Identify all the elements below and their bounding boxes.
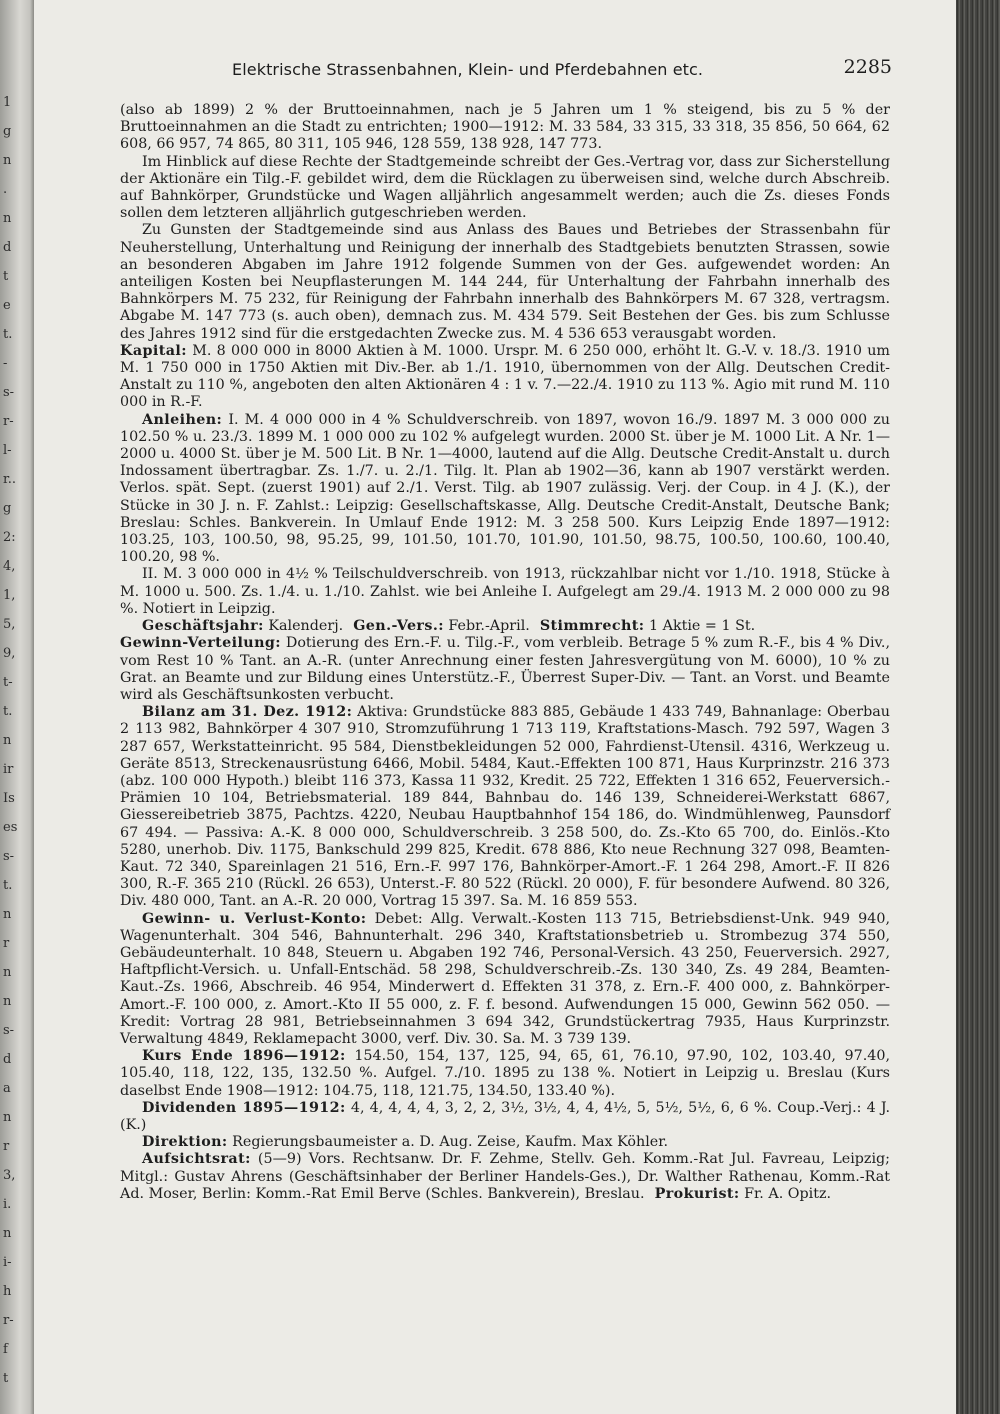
section-label: Gewinn- u. Verlust-Konto: <box>142 910 367 927</box>
margin-fragment: t <box>3 269 9 284</box>
paragraph-concession-fees: (also ab 1899) 2 % der Bruttoeinnahmen, nach je 5 Jahren um 1 % steigend, bis zu 5 % der Bruttoeinnahmen an die Stadt zu entrichten; 1900—1912: M. 33 584, 33 315, 33 318, 35 856, 50 664, 62 608, 66 957, 74 865, 80 311, 105 946, 128 559, 138 928, 147 773. <box>120 102 890 153</box>
margin-fragment: 4, <box>3 559 16 574</box>
section-kapital <box>120 343 890 412</box>
facing-page-margin <box>0 0 30 1414</box>
margin-fragment: d <box>3 240 12 255</box>
section-label: Kapital: <box>120 342 187 359</box>
section-dividenden <box>120 1100 890 1134</box>
section-gewinn-verteilung <box>120 635 890 704</box>
margin-fragment: i- <box>3 1255 12 1270</box>
margin-fragment: Is <box>3 791 15 806</box>
section-text: 4, 4, 4, 4, 4, 3, 2, 2, 3½, 3½, 4, 4, 4½, 5, 5½, 5½, 6, 6 %. Coup.-Verj.: 4 J. (K.) <box>120 1099 890 1133</box>
paragraph-sinking-fund: Im Hinblick auf diese Rechte der Stadtgemeinde schreibt der Ges.-Vertrag vor, dass zur Sicherstellung der Aktionäre ein Tilg.-F. gebildet wird, dem die Rücklagen zu überweisen sind, welche durch Abschreib. auf Bahnkörper, Grundstücke und Wagen alljährlich angesammelt werden; auch die Zs. dieses Fonds sollen dem letzteren alljährlich gutgeschrieben werden. <box>120 153 890 222</box>
section-anleihen <box>120 412 890 567</box>
margin-fragment: n <box>3 733 12 748</box>
section-label: Geschäftsjahr: <box>142 618 264 635</box>
margin-fragment: t- <box>3 675 13 690</box>
margin-fragment: ir <box>3 762 14 777</box>
margin-fragment: f <box>3 1342 8 1357</box>
section-label: Aufsichtsrat: <box>142 1151 251 1168</box>
margin-fragment: r- <box>3 414 14 429</box>
section-gewinn-verlust <box>120 911 890 1049</box>
section-aufsichtsrat <box>120 1151 890 1203</box>
margin-fragment: h <box>3 1284 12 1299</box>
page-edge-binding <box>956 0 1000 1414</box>
section-kurs <box>120 1048 890 1100</box>
section-text: Regierungsbaumeister a. D. Aug. Zeise, Kaufm. Max Köhler. <box>232 1134 669 1151</box>
stimmrecht-label: Stimmrecht: <box>539 618 645 635</box>
section-text: (5—9) Vors. Rechtsanw. Dr. F. Zehme, Stellv. Geh. Komm.-Rat Jul. Favreau, Leipzig; Mitgl.: Gustav Ahrens (Geschäftsinhaber der Berliner Handels-Ges.), Dr. Walther Rathenau, Komm.-Rat Ad. Moser, Berlin: Komm.-Rat Emil Berve (Schles. Bankverein), Breslau. <box>120 1151 890 1202</box>
margin-fragment: g <box>3 124 12 139</box>
margin-fragment: . <box>3 182 8 197</box>
section-direktion <box>120 1134 890 1151</box>
margin-fragment: l- <box>3 443 12 458</box>
margin-fragment: g <box>3 501 12 516</box>
margin-fragment: 2: <box>3 530 16 545</box>
section-label: Dividenden 1895—1912: <box>142 1099 346 1116</box>
section-anleihen-ii: II. M. 3 000 000 in 4½ % Teilschuldverschreib. von 1913, rückzahlbar nicht vor 1./10. 1918, Stücke à M. 1000 u. 500. Zs. 1./4. u. 1./10. Zahlst. wie bei Anleihe I. Aufgelegt am 29./4. 1913 M. 2 000 000 zu 98 %. Notiert in Leipzig. <box>120 566 890 617</box>
margin-fragment: r.. <box>3 472 17 487</box>
margin-fragment: 1, <box>3 588 16 603</box>
section-label: Bilanz am 31. Dez. 1912: <box>142 704 353 721</box>
margin-fragment: a <box>3 1081 11 1096</box>
section-label: Gewinn-Verteilung: <box>120 635 281 652</box>
margin-fragment: i. <box>3 1197 12 1212</box>
section-label: Kurs Ende 1896—1912: <box>142 1048 346 1065</box>
section-text: I. M. 4 000 000 in 4 % Schuldverschreib. von 1897, wovon 16./9. 1897 M. 3 000 000 zu 102.50 % u. 23./3. 1899 M. 1 000 000 zu 102 % aufgelegt wurden. 2000 St. über je M. 1000 Lit. A Nr. 1—2000 u. 4000 St. über je M. 500 Lit. B Nr. 1—4000, lautend auf die Allg. Deutsche Credit-Anstalt u. durch Indossament übertragbar. Zs. 1./7. u. 2./1. Tilg. lt. Plan ab 1902—36, kann ab 1907 verstärkt werden. Verlos. spät. Sept. (zuerst 1901) auf 2./1. Verst. Tilg. ab 1907 zulässig. Verj. der Coup. in 4 J. (K.), der Stücke in 30 J. n. F. Zahlst.: Leipzig: Gesellschaftskasse, Allg. Deutsche Credit-Anstalt, Deutsche Bank; Breslau: Schles. Bankverein. In Umlauf Ende 1912: M. 3 258 500. Kurs Leipzig Ende 1897—1912: 103.25, 103, 100.50, 98, 95.25, 99, 101.50, 101.70, 101.90, 101.50, 98.75, 100.50, 100.60, 100.40, 100.20, 98 %. <box>120 411 891 566</box>
margin-fragment: r- <box>3 1313 14 1328</box>
margin-fragment: es <box>3 820 18 835</box>
margin-fragment: - <box>3 356 8 371</box>
margin-fragment: n <box>3 211 12 226</box>
section-bilanz <box>120 704 890 910</box>
section-geschaeftsjahr <box>120 618 890 635</box>
margin-fragment: e <box>3 298 11 313</box>
page-body <box>120 102 890 1203</box>
gen-vers-text: Febr.-April. <box>448 618 530 635</box>
section-text: M. 8 000 000 in 8000 Aktien à M. 1000. Urspr. M. 6 250 000, erhöht lt. G.-V. v. 18./3. 1910 um M. 1 750 000 in 1750 Aktien mit Div.-Ber. ab 1./1. 1910, übernommen von der Allg. Deutschen Credit-Anstalt zu 110 %, angeboten den alten Aktionären 4 : 1 v. 7.—22./4. 1910 zu 113 %. Agio mit rund M. 110 000 in R.-F. <box>120 342 890 411</box>
margin-fragment: t. <box>3 704 13 719</box>
section-text: Dotierung des Ern.-F. u. Tilg.-F., vom verbleib. Betrage 5 % zum R.-F., bis 4 % Div., vom Rest 10 % Tant. an A.-R. (unter Anrechnung einer festen Jahresvergütung von M. 6000), 10 % zu Grat. an Beamte und zur Bildung eines Unterstütz.-F., Überrest Super-Div. — Tant. an Vorst. und Beamte wird als Geschäftsunkosten verbucht. <box>120 635 890 703</box>
page-number: 2285 <box>843 56 892 78</box>
stimmrecht-text: 1 Aktie = 1 St. <box>648 618 756 635</box>
margin-fragment: t <box>3 1371 9 1386</box>
paragraph-municipal-costs: Zu Gunsten der Stadtgemeinde sind aus Anlass des Baues und Betriebes der Strassenbahn für Neuherstellung, Unterhaltung und Reinigung der innerhalb des Stadtgebiets benutzten Strassen, sowie an besonderen Abgaben im Jahre 1912 folgende Summen von der Ges. aufgewendet worden: An anteiligen Kosten bei Neupflasterungen M. 144 244, für Unterhaltung der Fahrbahn innerhalb des Bahnkörpers M. 75 232, für Reinigung der Fahrbahn innerhalb des Bahnkörpers M. 67 328, vertragsm. Abgabe M. 147 773 (s. auch oben), demnach zus. M. 434 579. Seit Bestehen der Ges. bis zum Schlusse des Jahres 1912 sind für die erstgedachten Zwecke zus. M. 4 536 653 verausgabt worden. <box>120 222 890 342</box>
margin-fragment: n <box>3 153 12 168</box>
margin-fragment: r <box>3 936 10 951</box>
margin-fragment: t. <box>3 878 13 893</box>
prokurist-text: Fr. A. Opitz. <box>744 1185 832 1202</box>
page-header <box>122 58 892 88</box>
running-title: Elektrische Strassenbahnen, Klein- und Pferdebahnen etc. <box>232 60 704 79</box>
margin-fragment: 1 <box>3 95 12 110</box>
margin-fragment: 9, <box>3 646 16 661</box>
section-text: Aktiva: Grundstücke 883 885, Gebäude 1 433 749, Bahnanlage: Oberbau 2 113 982, Bahnkörper 4 307 910, Stromzuführung 1 713 119, Kraftstations-Masch. 792 597, Wagen 3 287 657, Werkstatteinricht. 95 584, Dienstbekleidungen 52 000, Fahrdienst-Utensil. 4316, Werkzeug u. Geräte 8513, Streckenausrüstung 6466, Mobil. 5484, Kaut.-Effekten 100 871, Haus Kurprinzstr. 216 373 (abz. 100 000 Hypoth.) bleibt 116 373, Kassa 11 932, Kredit. 25 722, Effekten 1 316 652, Feuerversich.-Prämien 10 104, Betriebsmaterial. 189 844, Bahnbau do. 146 139, Schneiderei-Werkstatt 6867, Giessereibetrieb 3875, Pachtzs. 4220, Neubau Hauptbahnhof 154 186, do. Windmühlenweg, Paunsdorf 67 494. — Passiva: A.-K. 8 000 000, Schuldverschreib. 3 258 500, do. Zs.-Kto 65 700, do. Einlös.-Kto 5280, unerhob. Div. 1175, Bankschuld 299 825, Kredit. 678 886, Kto neue Rechnung 327 098, Beamten-Kaut. 72 340, Spareinlagen 21 516, Ern.-F. 997 176, Bahnkörper-Amort.-F. 1 264 298, Amort.-F. II 826 300, R.-F. 365 210 (Rückl. 26 653), Unterst.-F. 80 522 (Rückl. 20 000), F. für besondere Aufwend. 80 326, Div. 480 000, Tant. an A.-R. 20 000, Vortrag 15 397. Sa. M. 16 859 553. <box>120 704 891 910</box>
margin-fragment: r <box>3 1139 10 1154</box>
section-label: Direktion: <box>142 1134 228 1151</box>
margin-fragment: s- <box>3 385 15 400</box>
margin-fragment: n <box>3 1110 12 1125</box>
margin-fragment: s- <box>3 849 15 864</box>
margin-fragment: n <box>3 994 12 1009</box>
margin-fragment: 3, <box>3 1168 16 1183</box>
section-text: 154.50, 154, 137, 125, 94, 65, 61, 76.10, 97.90, 102, 103.40, 97.40, 105.40, 118, 122, 135, 132.50 %. Aufgel. 7./10. 1895 zu 138 %. Notiert in Leipzig u. Breslau (Kurs daselbst Ende 1908—1912: 104.75, 118, 121.75, 134.50, 133.40 %). <box>120 1048 891 1099</box>
margin-fragment: s- <box>3 1023 15 1038</box>
prokurist-label: Prokurist: <box>654 1185 740 1202</box>
margin-fragment: 5, <box>3 617 16 632</box>
margin-fragment: n <box>3 907 12 922</box>
section-text: Kalenderj. <box>268 618 344 635</box>
margin-fragment: n <box>3 965 12 980</box>
section-label: Anleihen: <box>142 411 223 428</box>
margin-fragment: d <box>3 1052 12 1067</box>
margin-fragment: t. <box>3 327 13 342</box>
margin-fragment: n <box>3 1226 12 1241</box>
gen-vers-label: Gen.-Vers.: <box>353 618 444 635</box>
section-text: Debet: Allg. Verwalt.-Kosten 113 715, Betriebsdienst-Unk. 949 940, Wagenunterhalt. 304 546, Bahnunterhalt. 296 340, Kraftstationsbetrieb u. Strombezug 374 550, Gebäudeunterhalt. 10 848, Steuern u. Abgaben 192 746, Personal-Versich. 43 250, Feuerversich. 2927, Haftpflicht-Versich. u. Unfall-Entschäd. 58 298, Schuldverschreib.-Zs. 130 340, Zs. 49 284, Beamten-Kaut.-Zs. 1966, Abschreib. 46 954, Minderwert d. Effekten 31 378, z. Ern.-F. 400 000, z. Bahnkörper-Amort.-F. 100 000, z. Amort.-Kto II 55 000, z. F. f. besond. Aufwendungen 15 000, Gewinn 562 050. — Kredit: Vortrag 28 981, Betriebseinnahmen 3 694 342, Grundstückertrag 7935, Haus Kurprinzstr. Verwaltung 4849, Reklamepacht 3000, verf. Div. 30. Sa. M. 3 739 139. <box>120 910 891 1047</box>
